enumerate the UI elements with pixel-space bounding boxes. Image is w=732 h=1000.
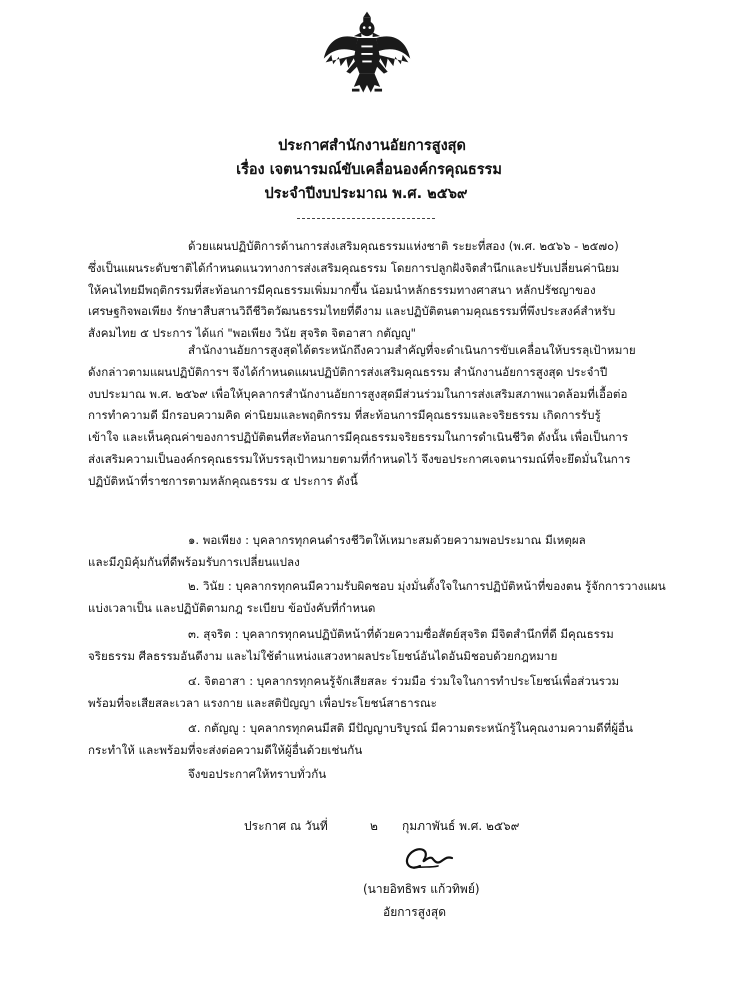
text-line: ๑. พอเพียง : บุคลากรทุกคนดำรงชีวิตให้เหมาะสมด้วยความพอประมาณ มีเหตุผล <box>188 533 586 547</box>
text-line: งบประมาณ พ.ศ. ๒๕๖๙ เพื่อให้บุคลากรสำนักงานอัยการสูงสุดมีส่วนร่วมในการส่งเสริมสภาพแวดล้อมที่เอื้อต่อ <box>88 386 628 401</box>
text-line: การทำความดี มีกรอบความคิด ค่านิยมและพฤติกรรม ที่สะท้อนการมีคุณธรรมและจริยธรรม เกิดการรับรู้ <box>88 408 601 423</box>
text-line: ส่งเสริมความเป็นองค์กรคุณธรรมให้บรรลุเป้าหมายตามที่กำหนดไว้ จึงขอประกาศเจตนารมณ์ที่จะยึดมั่นในการ <box>88 451 631 466</box>
text-line: เข้าใจ และเห็นคุณค่าของการปฏิบัติตนที่สะท้อนการมีคุณธรรมจริยธรรมในการดำเนินชีวิต ดังนั้น เพื่อเป็นการ <box>88 430 629 445</box>
text-line: ดังกล่าวตามแผนปฏิบัติการฯ จึงได้กำหนดแผนปฏิบัติการส่งเสริมคุณธรรม สำนักงานอัยการสูงสุด ประจำปี <box>88 364 608 379</box>
text-line: สังคมไทย ๕ ประการ ได้แก่ "พอเพียง วินัย สุจริต จิตอาสา กตัญญู" <box>88 326 416 341</box>
closing-paragraph <box>88 764 674 786</box>
title-fiscal-year: ประจำปีงบประมาณ พ.ศ. ๒๕๖๙ <box>264 186 468 202</box>
virtue-discipline <box>88 576 674 620</box>
garuda-emblem-icon <box>320 6 414 100</box>
title-subject: เรื่อง เจตนารมณ์ขับเคลื่อนองค์กรคุณธรรม <box>236 162 502 178</box>
text-line: เศรษฐกิจพอเพียง รักษาสืบสานวิถีชีวิตวัฒนธรรมไทยที่ดีงาม และปฏิบัติตนตามคุณธรรมที่พึงประสงค์สำหรับ <box>88 304 616 319</box>
text-line: ๔. จิตอาสา : บุคลากรทุกคนรู้จักเสียสละ ร่วมมือ ร่วมใจในการทำประโยชน์เพื่อส่วนรวม <box>188 674 620 688</box>
virtue-gratitude <box>88 718 674 762</box>
virtue-sufficiency <box>88 530 674 574</box>
signer-name: (นายอิทธิพร แก้วทิพย์) <box>363 882 480 896</box>
text-line: ๓. สุจริต : บุคลากรทุกคนปฏิบัติหน้าที่ด้วยความซื่อสัตย์สุจริต มีจิตสำนึกที่ดี มีคุณธรรม <box>188 627 614 641</box>
announced-date-label: ประกาศ ณ วันที่ <box>244 819 328 833</box>
announced-month-year: กุมภาพันธ์ พ.ศ. ๒๕๖๙ <box>402 819 520 833</box>
purpose-paragraph <box>88 340 674 493</box>
closing-text: จึงขอประกาศให้ทราบทั่วกัน <box>188 767 327 781</box>
text-line: ๕. กตัญญู : บุคลากรทุกคนมีสติ มีปัญญาบริบูรณ์ มีความตระหนักรู้ในคุณงามความดีที่ผู้อื่น <box>188 721 633 735</box>
handwritten-signature-icon <box>400 842 456 876</box>
text-line: ด้วยแผนปฏิบัติการด้านการส่งเสริมคุณธรรมแห่งชาติ ระยะที่สอง (พ.ศ. ๒๕๖๖ - ๒๕๗๐) <box>188 239 619 253</box>
text-line: พร้อมที่จะเสียสละเวลา แรงกาย และสติปัญญา เพื่อประโยชน์สาธารณะ <box>88 695 437 710</box>
intro-paragraph <box>88 236 674 345</box>
title-issuer: ประกาศสำนักงานอัยการสูงสุด <box>278 138 466 154</box>
text-line: ปฏิบัติหน้าที่ราชการตามหลักคุณธรรม ๕ ประการ ดังนี้ <box>88 473 358 488</box>
text-line: ให้คนไทยมีพฤติกรรมที่สะท้อนการมีคุณธรรมเพิ่มมากขึ้น น้อมนำหลักธรรมทางศาสนา หลักปรัชญาของ <box>88 282 596 297</box>
virtue-honesty <box>88 624 674 668</box>
text-line: จริยธรรม ศีลธรรมอันดีงาม และไม่ใช้ตำแหน่งแสวงหาผลประโยชน์อันไดอันมิชอบด้วยกฎหมาย <box>88 648 558 663</box>
signer-position: อัยการสูงสุด <box>383 905 446 919</box>
text-line: ๒. วินัย : บุคลากรทุกคนมีความรับผิดชอบ มุ่งมั่นตั้งใจในการปฏิบัติหน้าที่ของตน รู้จักการวางแผน <box>188 579 666 593</box>
announced-day: ๒ <box>370 819 378 833</box>
text-line: และมีภูมิคุ้มกันที่ดีพร้อมรับการเปลี่ยนแปลง <box>88 554 300 569</box>
announcement-title <box>0 134 732 206</box>
text-line: แบ่งเวลาเป็น และปฏิบัติตามกฎ ระเบียบ ข้อบังคับที่กำหนด <box>88 600 376 615</box>
text-line: ซึ่งเป็นแผนระดับชาติได้กำหนดแนวทางการส่งเสริมคุณธรรม โดยการปลูกฝังจิตสำนึกและปรับเปลี่ยนค่านิยม <box>88 260 620 275</box>
text-line: สำนักงานอัยการสูงสุดได้ตระหนักถึงความสำคัญที่จะดำเนินการขับเคลื่อนให้บรรลุเป้าหมาย <box>188 343 636 357</box>
title-divider <box>297 218 435 219</box>
text-line: กระทำให้ และพร้อมที่จะส่งต่อความดีให้ผู้อื่นด้วยเช่นกัน <box>88 742 363 757</box>
virtue-volunteer <box>88 671 674 715</box>
